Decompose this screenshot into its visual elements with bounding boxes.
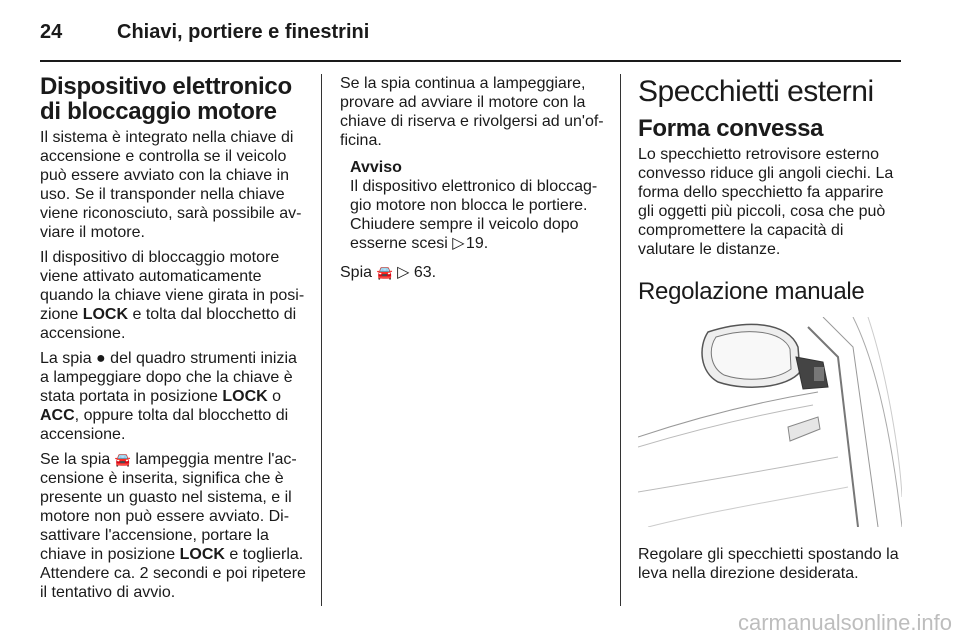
paragraph: La spia ● del quadro strumenti inizia a lampeggiare dopo che la chiave è stata portata in posizione LOCK o ACC, oppure tolta dal blocchetto di accensione. xyxy=(40,350,297,443)
page-number: 24 xyxy=(40,21,63,43)
chapter-title: Chiavi, portiere e finestrini xyxy=(117,21,370,43)
note-text: Il dispositivo elettronico di bloccaggio motore non blocca le portiere. Chiudere sempre il veicolo dopo esserne scesi ▷ 19. xyxy=(350,178,598,252)
page-reference-arrow-icon: ▷ xyxy=(452,235,465,252)
page-reference: 63. xyxy=(413,264,437,281)
paragraph: Il dispositivo di bloccaggio motore viene attivato automaticamente quando la chiave viene girata in posizione LOCK e tolta dal blocchetto di accensione. xyxy=(40,249,305,342)
acc-position-label: ACC xyxy=(40,407,75,424)
filled-circle-icon: ● xyxy=(96,350,106,367)
paragraph: Spia 🚘 ▷ 63. xyxy=(340,264,437,281)
section-heading-immobilizer: Dispositivo elettronico di bloccaggio motore xyxy=(40,73,292,125)
column-left xyxy=(40,74,306,608)
note-box xyxy=(350,158,604,253)
paragraph: Se la spia continua a lampeggiare, provare ad avviare il motore con la chiave di riserva e rivolgersi ad un'officina. xyxy=(340,75,604,149)
paragraph: Lo specchietto retrovisore esterno convesso riduce gli angoli ciechi. La forma dello specchietto fa apparire gli oggetti più piccoli, cosa che può compromettere la capacità di valutare le distanze. xyxy=(638,146,894,258)
mirror-illustration xyxy=(638,317,902,527)
column-middle xyxy=(340,74,604,288)
car-key-warning-icon: 🚘 xyxy=(114,452,131,467)
paragraph: Regolare gli specchietti spostando la leva nella direzione desiderata. xyxy=(638,546,899,582)
page-header xyxy=(40,10,900,54)
column-divider xyxy=(321,74,322,606)
lock-position-label: LOCK xyxy=(179,546,225,563)
note-title: Avviso xyxy=(350,159,402,176)
subsection-heading-manual-adjustment: Regolazione manuale xyxy=(638,278,865,305)
paragraph: Se la spia 🚘 lampeggia mentre l'accensione è inserita, significa che è presente un guasto nel sistema, e il motore non può essere avviato. Disattivare l'accensione, portare la chiave in posizione LOCK e toglierla. Attendere ca. 2 secondi e poi ripetere il tentativo di avvio. xyxy=(40,451,306,601)
car-key-warning-icon: 🚘 xyxy=(376,265,393,280)
page-reference: 19. xyxy=(465,235,489,252)
page-reference-arrow-icon: ▷ xyxy=(397,264,410,281)
section-title-exterior-mirrors: Specchietti esterni xyxy=(638,75,874,108)
watermark: carmanualsonline.info xyxy=(737,610,952,635)
column-divider xyxy=(620,74,621,606)
lock-position-label: LOCK xyxy=(222,388,268,405)
subsection-heading-convex: Forma convessa xyxy=(638,115,824,142)
lock-position-label: LOCK xyxy=(82,306,129,323)
paragraph: Il sistema è integrato nella chiave di accensione e controlla se il veicolo può essere avviato con la chiave in uso. Se il transponder nella chiave viene riconosciuto, sarà possibile avviare il motore. xyxy=(40,129,302,241)
column-right xyxy=(638,74,902,589)
header-rule xyxy=(40,60,901,62)
